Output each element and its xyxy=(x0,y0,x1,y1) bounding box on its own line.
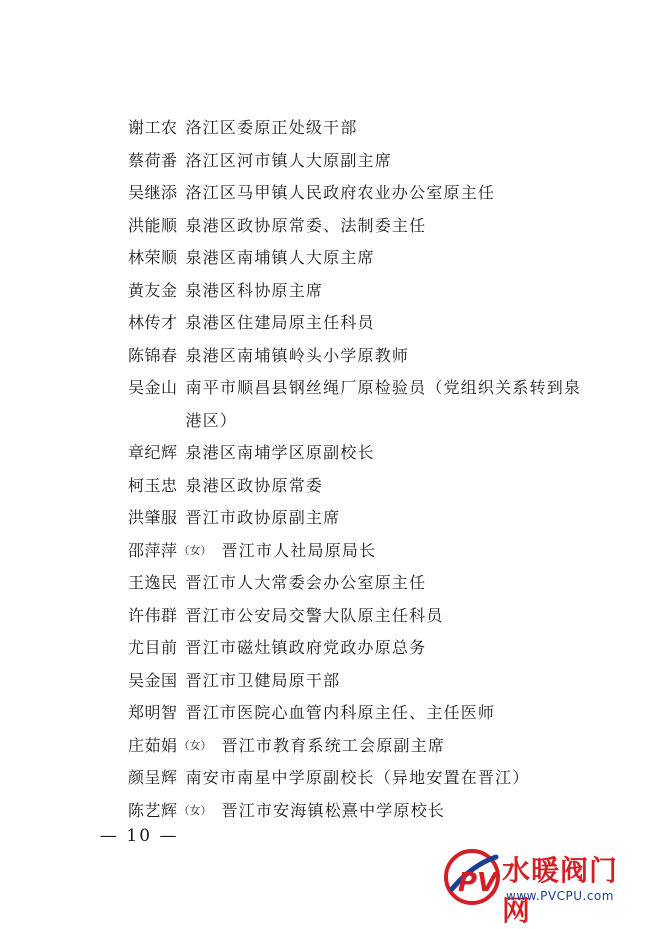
list-item xyxy=(128,697,598,730)
list-item xyxy=(128,372,598,437)
person-name: 章纪辉 xyxy=(128,443,178,462)
page-number: — 10 — xyxy=(100,826,179,846)
svg-text:PV: PV xyxy=(458,868,498,898)
person-description: 泉港区南埔镇岭头小学原教师 xyxy=(185,345,410,365)
person-description: 洛江区河市镇人大原副主席 xyxy=(185,150,392,170)
person-name: 林传才 xyxy=(128,313,178,332)
list-item xyxy=(128,600,598,633)
person-description: 晋江市人大常委会办公室原主任 xyxy=(185,573,427,592)
gender-note: （女） xyxy=(178,803,212,817)
gender-note: （女） xyxy=(178,738,212,752)
list-item xyxy=(128,242,598,275)
person-description: 晋江市教育系统工会原副主席 xyxy=(221,735,446,755)
person-description: 泉港区南埔镇人大原主席 xyxy=(185,248,375,267)
list-item xyxy=(128,567,598,600)
person-description: 晋江市政协原副主席 xyxy=(185,508,341,527)
person-description: 晋江市安海镇松熹中学原校长 xyxy=(221,800,446,820)
person-description: 泉港区政协原常委、法制委主任 xyxy=(185,215,427,235)
list-item xyxy=(128,470,598,503)
list-item xyxy=(128,275,598,308)
list-item xyxy=(128,437,598,470)
person-description: 泉港区政协原常委 xyxy=(185,475,324,495)
person-name: 林荣顺 xyxy=(128,248,178,267)
person-name: 颜呈辉 xyxy=(128,768,178,787)
person-description: 洛江区委原正处级干部 xyxy=(185,118,358,137)
person-description: 晋江市磁灶镇政府党政办原总务 xyxy=(185,638,427,657)
person-description: 晋江市医院心血管内科原主任、主任医师 xyxy=(185,703,496,722)
person-name: 陈艺辉 xyxy=(128,800,178,820)
person-description: 晋江市人社局原局长 xyxy=(221,540,377,560)
person-name: 吴继添 xyxy=(128,183,178,202)
person-name: 邵萍萍 xyxy=(128,540,178,560)
list-item xyxy=(128,307,598,340)
person-name: 尤目前 xyxy=(128,638,178,657)
list-item xyxy=(128,795,598,828)
person-name: 许伟群 xyxy=(128,605,178,625)
gender-note: （女） xyxy=(178,543,212,557)
person-description: 南安市南星中学原副校长（异地安置在晋江） xyxy=(185,768,530,787)
person-name: 谢工农 xyxy=(128,118,178,137)
person-name: 蔡荷番 xyxy=(128,150,178,170)
list-item xyxy=(128,112,598,145)
person-name: 洪肇服 xyxy=(128,508,178,527)
list-item xyxy=(128,665,598,698)
person-name: 王逸民 xyxy=(128,573,178,592)
list-item xyxy=(128,535,598,568)
person-description: 晋江市卫健局原干部 xyxy=(185,670,341,690)
list-item xyxy=(128,502,598,535)
person-name: 郑明智 xyxy=(128,703,178,722)
person-description: 南平市顺昌县钢丝绳厂原检验员（党组织关系转到泉港区） xyxy=(185,378,582,430)
list-item xyxy=(128,632,598,665)
person-description: 泉港区科协原主席 xyxy=(185,280,324,300)
pv-logo-icon xyxy=(440,845,504,909)
person-description: 泉港区南埔学区原副校长 xyxy=(185,443,375,462)
person-description: 洛江区马甲镇人民政府农业办公室原主任 xyxy=(185,183,496,202)
list-item xyxy=(128,145,598,178)
person-name: 庄茹娟 xyxy=(128,735,178,755)
list-item xyxy=(128,762,598,795)
list-item xyxy=(128,177,598,210)
person-name: 吴金国 xyxy=(128,670,178,690)
list-item xyxy=(128,730,598,763)
personnel-list xyxy=(128,112,598,827)
watermark-title: 水暖阀门网 xyxy=(502,854,619,927)
watermark xyxy=(440,845,640,927)
person-description: 晋江市公安局交警大队原主任科员 xyxy=(185,605,444,625)
person-name: 洪能顺 xyxy=(128,215,178,235)
watermark-url: www.PVCPU.com xyxy=(506,889,614,903)
person-name: 柯玉忠 xyxy=(128,475,178,495)
person-name: 吴金山 xyxy=(128,378,178,397)
list-item xyxy=(128,340,598,373)
list-item xyxy=(128,210,598,243)
person-name: 黄友金 xyxy=(128,280,178,300)
person-name: 陈锦春 xyxy=(128,345,178,365)
person-description: 泉港区住建局原主任科员 xyxy=(185,313,375,332)
